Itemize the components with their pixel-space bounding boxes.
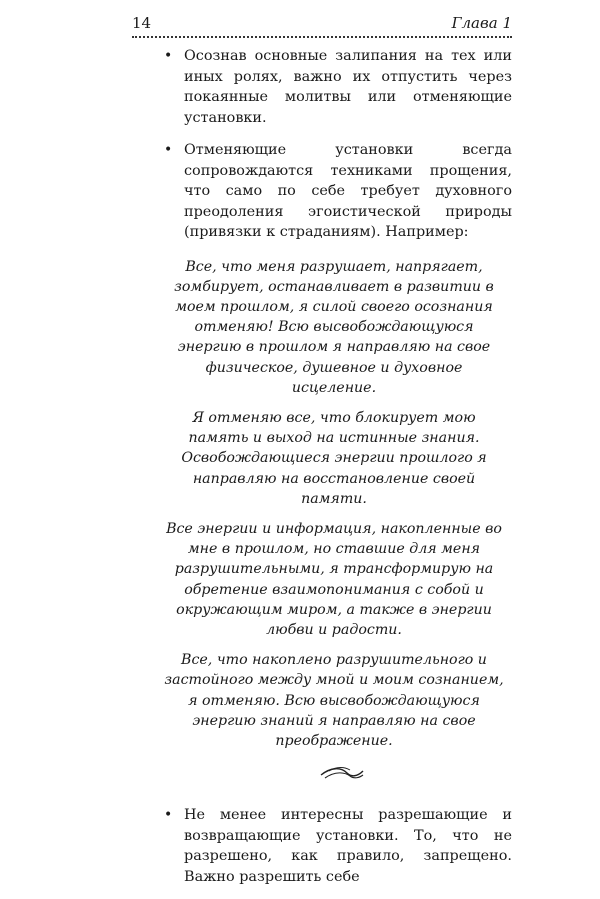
- affirmation-paragraph: Я отменяю все, что блокирует мою память и выход на истинные знания. Освобождающиеся энергии прошлого я направляю на восстановление своей памяти.: [181, 409, 487, 507]
- bullet-text: Осознав основные залипания на тех или иных ролях, важно их отпустить через покаянные молитвы или отменяющие установки.: [184, 48, 512, 126]
- bullet-item: [132, 140, 512, 243]
- bullet-icon: •: [164, 142, 173, 158]
- affirmation-paragraph: Все, что накоплено разрушительного и застойного между мной и моим сознанием, я отменяю. Всю высвобождающуюся энергию знаний я направляю на свое преображение.: [164, 652, 504, 749]
- bullet-item: [132, 805, 512, 887]
- page-body: [132, 46, 512, 899]
- bullet-item: [132, 46, 512, 128]
- affirmation-paragraph: Все, что меня разрушает, напрягает, зомбирует, останавливает в развитии в моем прошлом, я силой своего осознания отменяю! Всю высвобождающуюся энергию в прошлом я направляю на свое физическое, душевное и духовное исцеление.: [174, 258, 494, 396]
- bullet-icon: •: [164, 807, 173, 824]
- header-divider: [132, 36, 512, 38]
- ornament-divider-icon: [277, 763, 367, 783]
- page-number: 14: [132, 14, 152, 32]
- affirmation-block: [162, 257, 506, 752]
- page-header: [132, 14, 512, 36]
- chapter-title: Глава 1: [451, 14, 512, 32]
- affirmation-paragraph: Все энергии и информация, накопленные во мне в прошлом, но ставшие для меня разрушительными, я трансформирую на обретение взаимопонимания с собой и окружающим миром, а также в энергии любви и радости.: [166, 520, 502, 638]
- bullet-text: Отменяющие установки всегда сопровождаются техниками прощения, что само по себе требует духовного преодоления эгоистической природы (привязки к страданиям). Например:: [184, 142, 512, 240]
- bullet-icon: •: [164, 48, 173, 64]
- bullet-text: Не менее интересны разрешающие и возвращающие установки. То, что не разрешено, как правило, запрещено. Важно разрешить себе: [184, 807, 512, 885]
